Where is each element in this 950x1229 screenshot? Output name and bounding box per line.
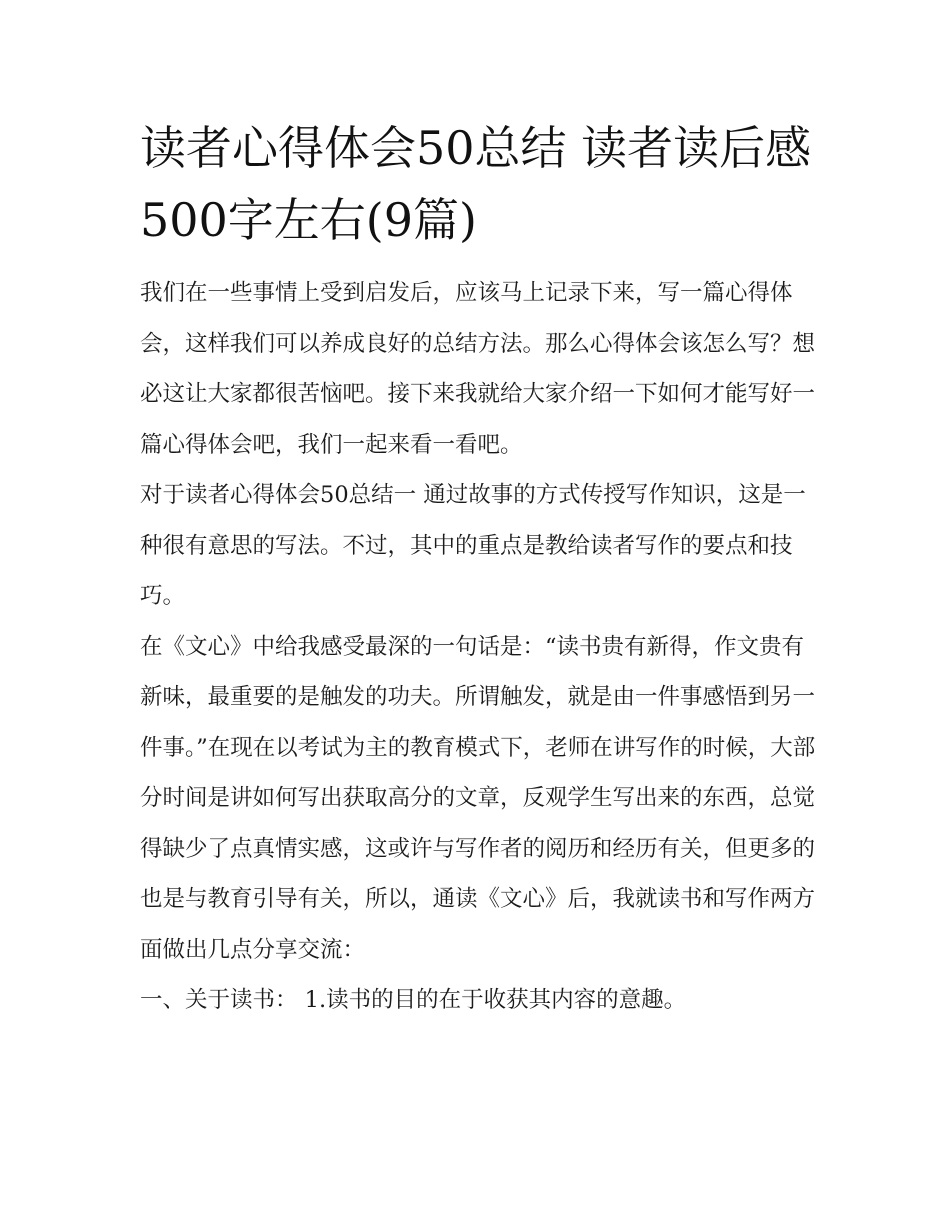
paragraph-wenxin-quote: 在《文心》中给我感受最深的一句话是：“读书贵有新得，作文贵有新味，最重要的是触发的功夫。所谓触发，就是由一件事感悟到另一件事。”在现在以考试为主的教育模式下，老师在讲写作的时候，大部分时间是讲如何写出获取高分的文章，反观学生写出来的东西，总觉得缺少了点真情实感，这或许与写作者的阅历和经历有关，但更多的也是与教育引导有关，所以，通读《文心》后，我就读书和写作两方面做出几点分享交流： [140,633,816,963]
document-body [140,112,820,1026]
paragraph-intro: 我们在一些事情上受到启发后，应该马上记录下来，写一篇心得体会，这样我们可以养成良好的总结方法。那么心得体会该怎么写？想必这让大家都很苦恼吧。接下来我就给大家介绍一下如何才能写好一篇心得体会吧，我们一起来看一看吧。 [140,280,816,458]
document-title: 读者心得体会50总结 读者读后感500字左右(9篇) [140,121,812,247]
paragraph-summary-one: 对于读者心得体会50总结一 通过故事的方式传授写作知识，这是一种很有意思的写法。不过，其中的重点是教给读者写作的要点和技巧。 [140,482,806,609]
paragraph-about-reading: 一、关于读书： 1.读书的目的在于收获其内容的意趣。 [140,987,687,1013]
